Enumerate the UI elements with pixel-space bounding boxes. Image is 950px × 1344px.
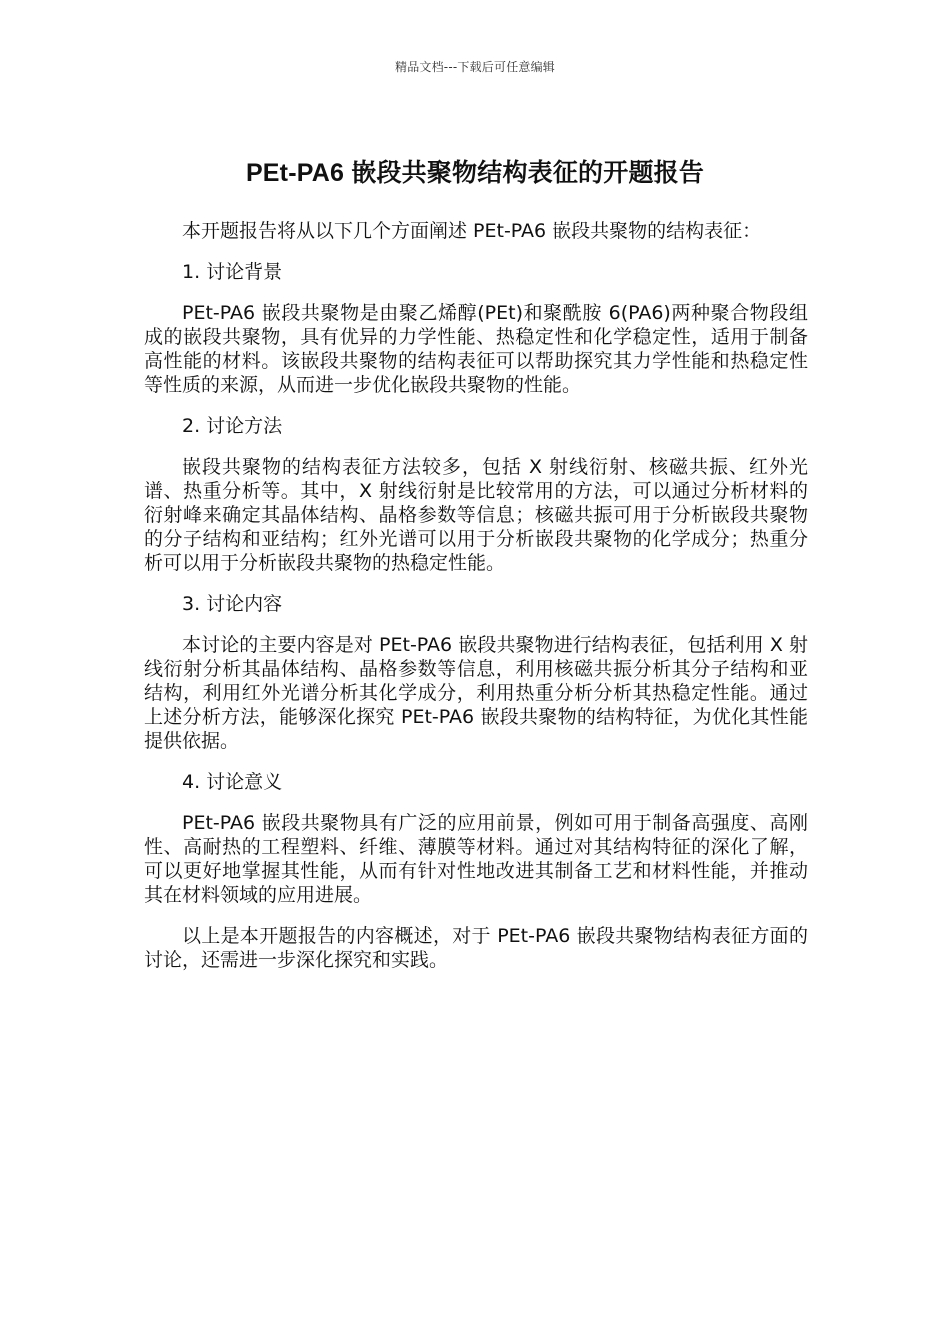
document-title: PEt-PA6 嵌段共聚物结构表征的开题报告 bbox=[245, 158, 705, 187]
section-body-methods: 嵌段共聚物的结构表征方法较多，包括 X 射线衍射、核磁共振、红外光谱、热重分析等。其中，X 射线衍射是比较常用的方法，可以通过分析材料的衍射峰来确定其晶体结构、晶格参数等信息；核磁共振可用于分析嵌段共聚物的分子结构和亚结构；红外光谱可以用于分析嵌段共聚物的化学成分；热重分析可以用于分析嵌段共聚物的热稳定性能。 bbox=[144, 456, 808, 574]
section-heading-content: 3. 讨论内容 bbox=[182, 593, 283, 615]
header-note: 精品文档---下载后可任意编辑 bbox=[395, 60, 555, 74]
section-heading-significance: 4. 讨论意义 bbox=[182, 771, 283, 793]
section-body-background: PEt-PA6 嵌段共聚物是由聚乙烯醇(PEt)和聚酰胺 6(PA6)两种聚合物段组成的嵌段共聚物，具有优异的力学性能、热稳定性和化学稳定性，适用于制备高性能的材料。该嵌段共聚物的结构表征可以帮助探究其力学性能和热稳定性等性质的来源，从而进一步优化嵌段共聚物的性能。 bbox=[144, 302, 808, 396]
section-body-content: 本讨论的主要内容是对 PEt-PA6 嵌段共聚物进行结构表征，包括利用 X 射线衍射分析其晶体结构、晶格参数等信息，利用核磁共振分析其分子结构和亚结构，利用红外光谱分析其化学成分，利用热重分析分析其热稳定性能。通过上述分析方法，能够深化探究 PEt-PA6 嵌段共聚物的结构特征，为优化其性能提供依据。 bbox=[144, 634, 808, 752]
section-body-significance: PEt-PA6 嵌段共聚物具有广泛的应用前景，例如可用于制备高强度、高刚性、高耐热的工程塑料、纤维、薄膜等材料。通过对其结构特征的深化了解，可以更好地掌握其性能，从而有针对性地改进其制备工艺和材料性能，并推动其在材料领域的应用进展。 bbox=[144, 812, 808, 906]
conclusion-paragraph: 以上是本开题报告的内容概述，对于 PEt-PA6 嵌段共聚物结构表征方面的讨论，还需进一步深化探究和实践。 bbox=[144, 925, 808, 971]
intro-paragraph: 本开题报告将从以下几个方面阐述 PEt-PA6 嵌段共聚物的结构表征： bbox=[182, 220, 762, 242]
section-heading-methods: 2. 讨论方法 bbox=[182, 415, 283, 437]
section-heading-background: 1. 讨论背景 bbox=[182, 261, 283, 283]
document-body bbox=[144, 219, 808, 972]
